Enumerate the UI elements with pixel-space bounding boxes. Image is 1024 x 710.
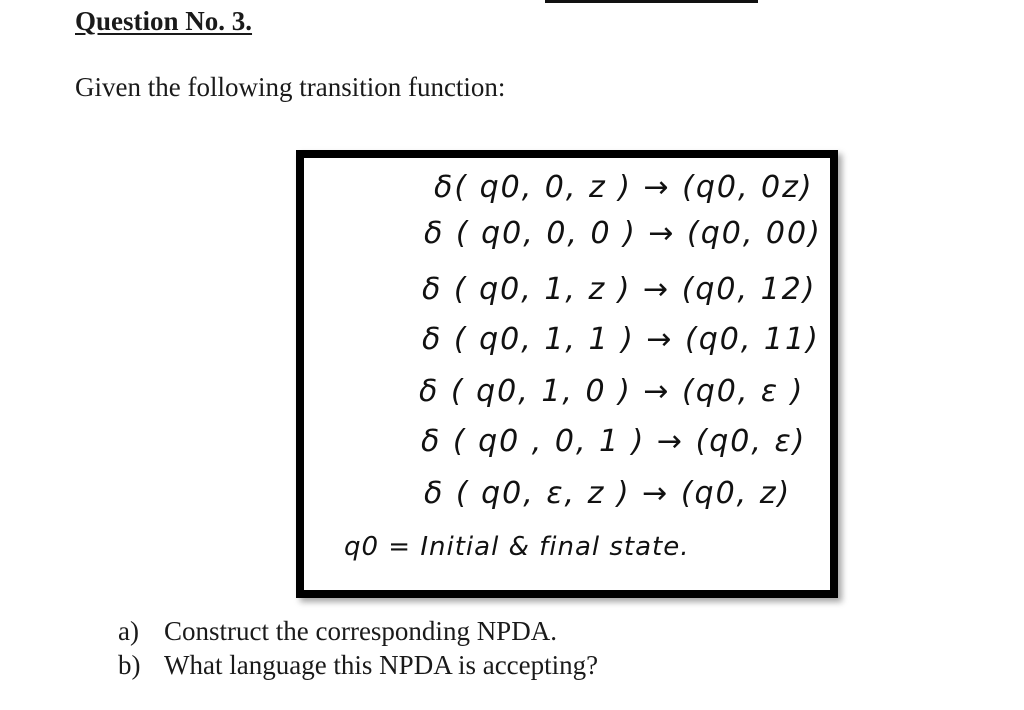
question-label: a) — [118, 616, 139, 646]
question-item-a — [118, 614, 598, 648]
transition-line-2: δ ( q0, 0, 0 ) → (q0, 00) — [424, 216, 822, 251]
transition-line-1: δ( q0, 0, z ) → (q0, 0z) — [434, 170, 814, 205]
transition-line-7: δ ( q0, ε, z ) → (q0, z) — [424, 476, 792, 511]
transition-function-box — [296, 150, 838, 598]
question-list — [118, 614, 598, 682]
transition-line-4: δ ( q0, 1, 1 ) → (q0, 11) — [422, 322, 820, 357]
question-text: Construct the corresponding NPDA. — [164, 616, 557, 646]
top-rule — [545, 0, 758, 3]
question-text: What language this NPDA is accepting? — [164, 650, 599, 680]
transition-line-5: δ ( q0, 1, 0 ) → (q0, ε ) — [419, 374, 805, 409]
question-label: b) — [118, 650, 141, 680]
intro-text: Given the following transition function: — [75, 72, 506, 102]
question-item-b — [118, 648, 598, 682]
question-heading: Question No. 3. — [75, 6, 253, 36]
state-note: q0 = Initial & final state. — [344, 532, 690, 562]
transition-line-6: δ ( q0 , 0, 1 ) → (q0, ε) — [421, 424, 807, 459]
transition-line-3: δ ( q0, 1, z ) → (q0, 12) — [422, 272, 817, 307]
